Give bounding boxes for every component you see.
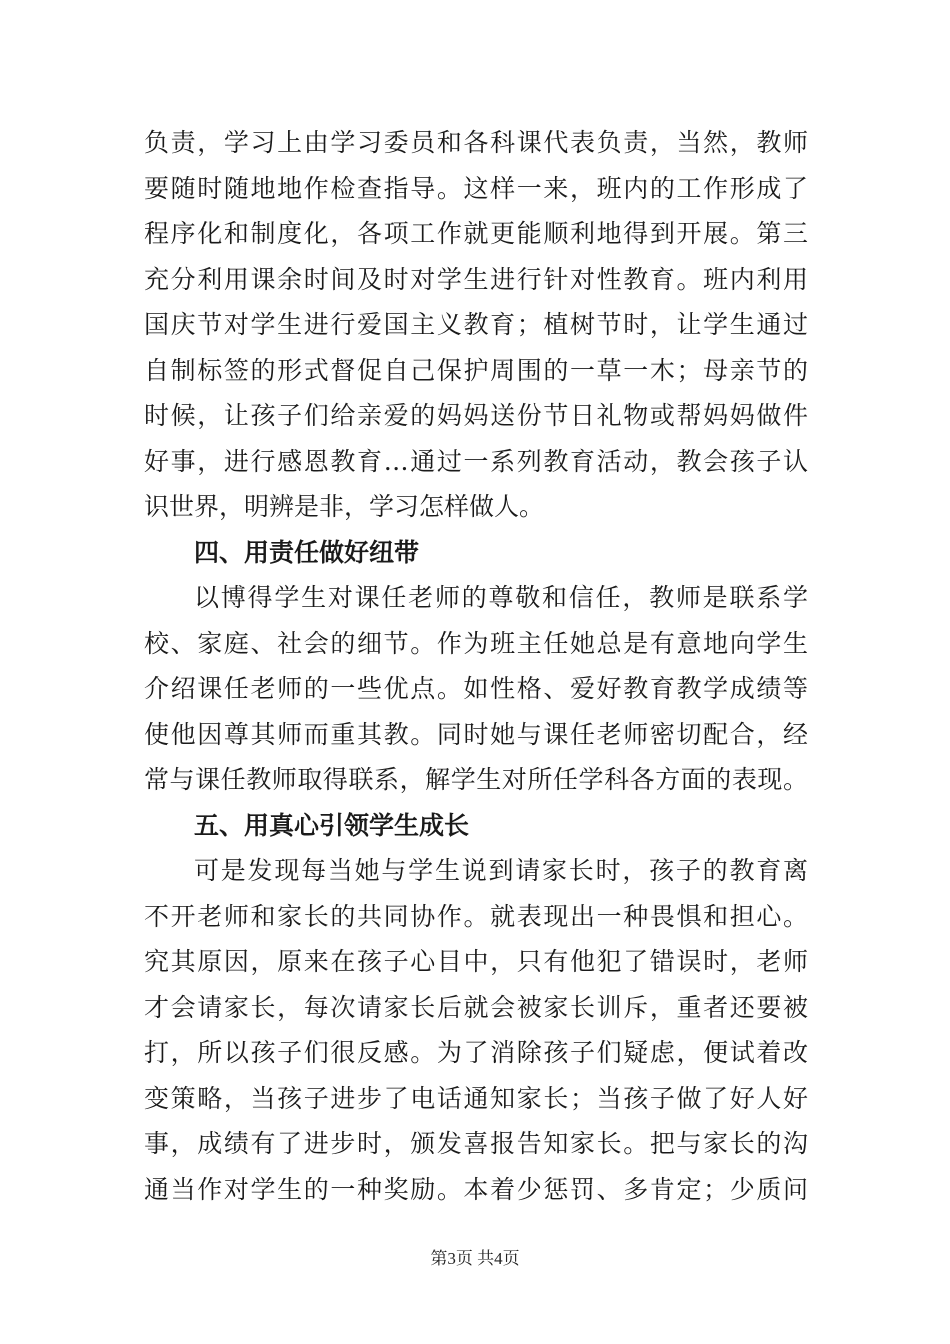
text-line: 变策略，当孩子进步了电话通知家长；当孩子做了好人好 [144,1083,808,1113]
text-line: 负责，学习上由学习委员和各科课代表负责，当然，教师 [144,128,808,157]
text-line: 常与课任教师取得联系，解学生对所任学科各方面的表现。 [144,765,808,794]
document-body [144,120,808,1212]
text-line: 校、家庭、社会的细节。作为班主任她总是有意地向学生 [144,628,808,658]
page-number-footer: 第3页 共4页 [430,1249,520,1268]
text-line: 识世界，明辨是非，学习怎样做人。 [144,492,545,521]
section-heading-5: 五、用真心引领学生成长 [194,810,470,840]
text-line: 通当作对学生的一种奖励。本着少惩罚、多肯定；少质问 [144,1174,808,1204]
text-line: 充分利用课余时间及时对学生进行针对性教育。班内利用 [144,264,808,294]
text-line: 事，成绩有了进步时，颁发喜报告知家长。把与家长的沟 [144,1129,808,1158]
text-line: 才会请家长，每次请家长后就会被家长训斥，重者还要被 [144,992,808,1022]
text-line: 要随时随地地作检查指导。这样一来，班内的工作形成了 [144,173,808,203]
text-line: 好事，进行感恩教育…通过一系列教育活动，教会孩子认 [144,446,808,476]
text-line: 介绍课任老师的一些优点。如性格、爱好教育教学成绩等 [144,674,808,703]
text-line: 国庆节对学生进行爱国主义教育；植树节时，让学生通过 [144,310,808,339]
text-line: 以博得学生对课任老师的尊敬和信任，教师是联系学 [194,583,808,612]
text-line: 时候，让孩子们给亲爱的妈妈送份节日礼物或帮妈妈做件 [144,401,808,430]
text-line: 自制标签的形式督促自己保护周围的一草一木；母亲节的 [144,355,808,385]
text-line: 程序化和制度化，各项工作就更能顺利地得到开展。第三 [144,219,808,248]
text-line: 使他因尊其师而重其教。同时她与课任老师密切配合，经 [144,719,808,749]
text-line: 不开老师和家长的共同协作。就表现出一种畏惧和担心。 [144,901,808,931]
text-line: 究其原因，原来在孩子心目中，只有他犯了错误时，老师 [144,947,808,976]
text-line: 可是发现每当她与学生说到请家长时，孩子的教育离 [194,856,808,885]
text-line: 打，所以孩子们很反感。为了消除孩子们疑虑，便试着改 [144,1038,808,1067]
section-heading-4: 四、用责任做好纽带 [194,537,420,567]
